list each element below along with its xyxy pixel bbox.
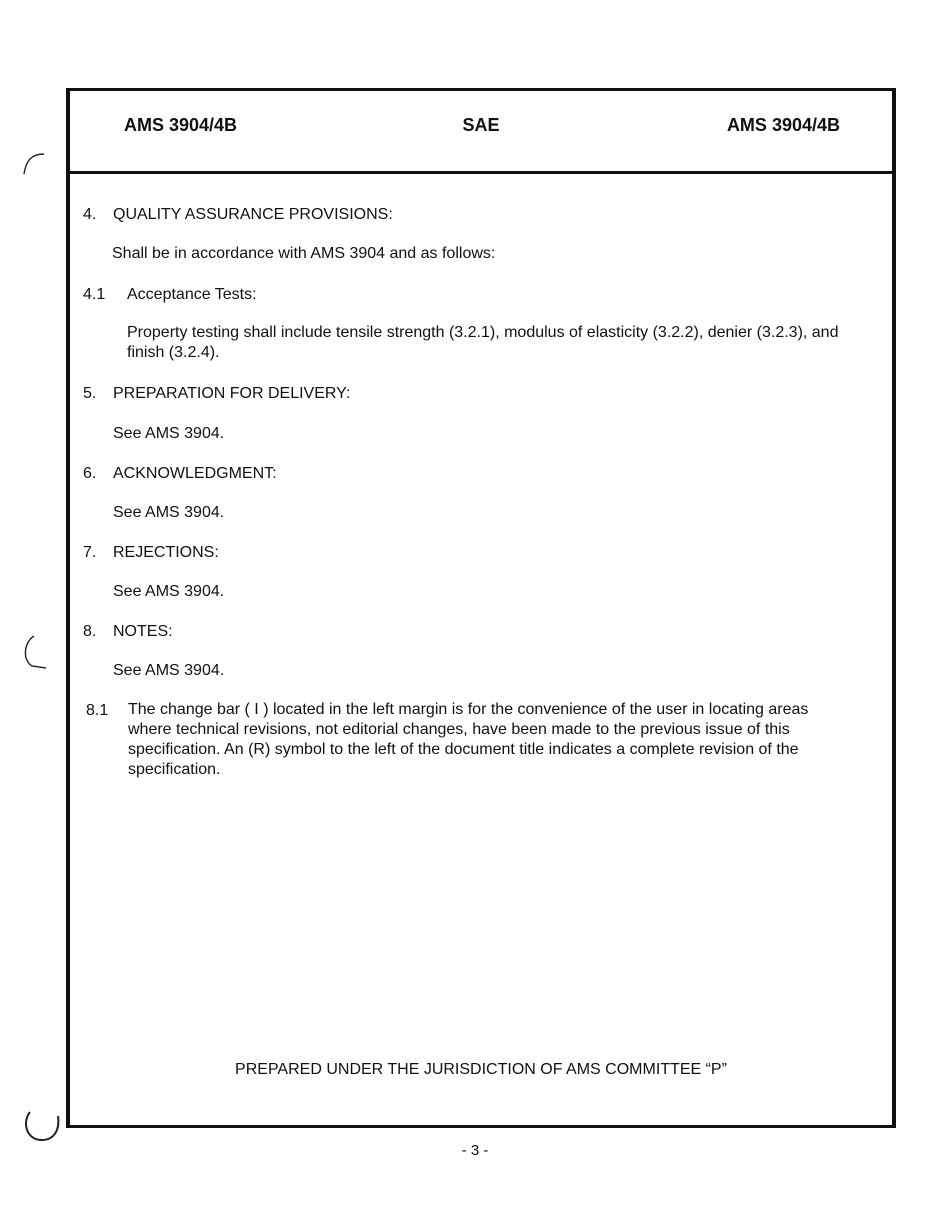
section-7-title: REJECTIONS: [113,544,219,561]
header-spec-number-left: AMS 3904/4B [124,115,238,135]
section-4-title: QUALITY ASSURANCE PROVISIONS: [113,206,393,223]
section-4-body: Shall be in accordance with AMS 3904 and as follows: [112,245,496,262]
section-7-heading [83,542,219,563]
section-6-heading [83,463,277,484]
section-5-number: 5. [83,385,97,402]
section-4-number: 4. [83,206,97,223]
section-4-heading [83,204,393,225]
section-6-body: See AMS 3904. [113,504,225,521]
scan-hole-mark-bottom [20,1108,66,1146]
scan-hole-mark-top [18,150,48,180]
section-5-title: PREPARATION FOR DELIVERY: [113,385,351,402]
page-number: - 3 - [461,1142,489,1159]
section-8-1-body: The change bar ( I ) located in the left margin is for the convenience of the user in locating areas where technical revisions, not editorial changes, have been made to the previous issue of this specification. An (R) symbol to the left of the document title indicates a complete revision of the specification. [128,701,809,778]
header-spec-number-right: AMS 3904/4B [726,115,840,135]
document-header [70,91,892,174]
section-4-1-heading [83,284,257,305]
section-4-1-number: 4.1 [83,286,106,303]
section-4-1-body: Property testing shall include tensile strength (3.2.1), modulus of elasticity (3.2.2), denier (3.2.3), and finish (3.2.4). [127,324,839,361]
section-8-1-number: 8.1 [86,702,109,719]
section-8-title: NOTES: [113,623,173,640]
section-8-body: See AMS 3904. [113,662,225,679]
header-org: SAE [462,115,500,135]
section-7-body: See AMS 3904. [113,583,225,600]
section-6-title: ACKNOWLEDGMENT: [113,465,277,482]
section-7-number: 7. [83,544,97,561]
section-4-1-title: Acceptance Tests: [127,286,257,303]
section-5-body: See AMS 3904. [113,425,225,442]
section-5-heading [83,383,350,404]
jurisdiction-note: PREPARED UNDER THE JURISDICTION OF AMS COMMITTEE “P” [235,1061,727,1078]
document-frame [66,88,896,1128]
section-6-number: 6. [83,465,97,482]
section-8-heading [83,621,173,642]
scan-hole-mark-middle [18,632,50,674]
section-8-number: 8. [83,623,97,640]
